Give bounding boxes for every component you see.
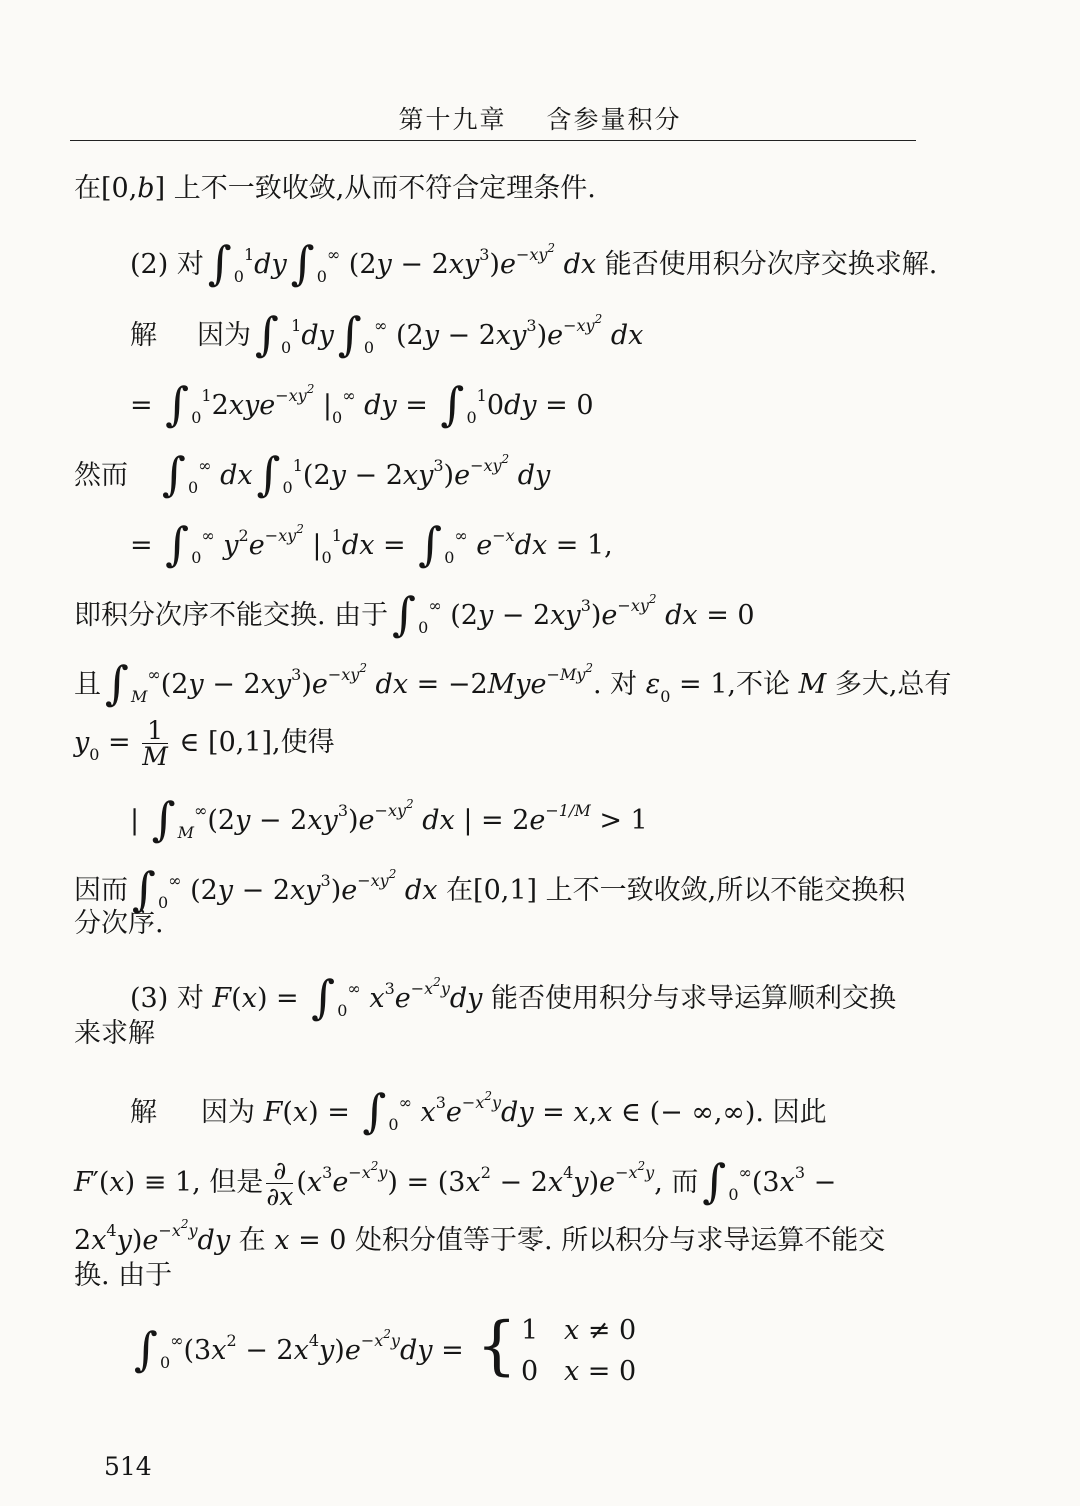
line-11: 因而∫ $_0$∞ $(2y - 2xy^3)e^{-xy^2}$ dx 在[0,1] 上不一致收敛,所以不能交换积 — [74, 862, 906, 916]
line-17: $2x^4y)e^{-x^2y}dy$ 在 x = 0 处积分值等于零. 所以积分与求导运算不能交 — [74, 1217, 886, 1256]
line-15: 解 因为 F(x) = ∫ $_0$∞ $x^3e^{-x^2y}dy = x,x$ ∈ (− ∞,∞). 因此 — [130, 1084, 827, 1138]
header-rule — [70, 140, 916, 141]
line-08: 且∫ $_M^\infty(2y - 2xy^3)e^{-xy^2}$ dx = −2Mye$^{-My^2}$. 对 $\varepsilon_0 = 1$,不论 M 多大,总有 — [74, 656, 952, 710]
line-07: 即积分次序不能交换. 由于∫ $_0$∞ $(2y - 2xy^3)e^{-xy^2}$ dx = 0 — [74, 587, 755, 641]
line-05: 然而 ∫ $_0$∞ dx∫ $_0^1(2y - 2xy^3)e^{-xy^2}$ dy — [74, 447, 551, 501]
line-03: 解 因为∫ $_0^1$dy∫ $_0$∞ $(2y - 2xy^3)e^{-xy^2}$ dx — [130, 307, 644, 361]
chapter-title: 含参量积分 — [546, 105, 682, 134]
line-01: 在[0,b] 上不一致收敛,从而不符合定理条件. — [74, 173, 596, 204]
line-13: (3) 对 F(x) = ∫ $_0$∞ $x^3e^{-x^2y}dy$ 能否使用积分与求导运算顺利交换 — [130, 970, 896, 1024]
chapter-number: 第十九章 — [398, 105, 507, 134]
line-16: F′(x) ≡ 1, 但是 $\frac{\partial}{\partial x}$ $(x^3e^{-x^2y}) = (3x^2 - 2x^4y)e^{-x^2y}$, 而∫ $_0^\infty(3x^3$ − — [74, 1154, 837, 1211]
line-09: $y_0$ = $\frac{1}{M}$ ∈ [0,1],使得 — [74, 716, 335, 771]
line-06: = ∫ $_0$∞ $y^2e^{-xy^2}$ $|_0^1dx$ = ∫ $_0$∞ $e^{-x}dx = 1$, — [130, 517, 613, 571]
page-number: 514 — [104, 1452, 152, 1481]
line-02: (2) 对∫ $_0^1$dy∫ $_0$∞ $(2y - 2xy^3)e^{-xy^2}$ dx 能否使用积分次序交换求解. — [130, 236, 938, 290]
line-14: 来求解 — [74, 1018, 155, 1049]
line-10: | ∫ $_M^\infty(2y - 2xy^3)e^{-xy^2}$ dx | = $2e^{-1/M} > 1$ — [130, 792, 648, 846]
running-header — [0, 100, 1080, 136]
line-19: ∫ $_0^\infty(3x^2 - 2x^4y)e^{-x^2y}dy$ = { 1 x ≠ 0 0 x = 0 — [134, 1309, 637, 1387]
line-18: 换. 由于 — [74, 1260, 173, 1291]
line-12: 分次序. — [74, 908, 164, 939]
line-04: = ∫ $_0^1$2xye$^{-xy^2}$ $|_0^\infty$ dy = ∫ $_0^1$0dy = 0 — [130, 377, 594, 431]
